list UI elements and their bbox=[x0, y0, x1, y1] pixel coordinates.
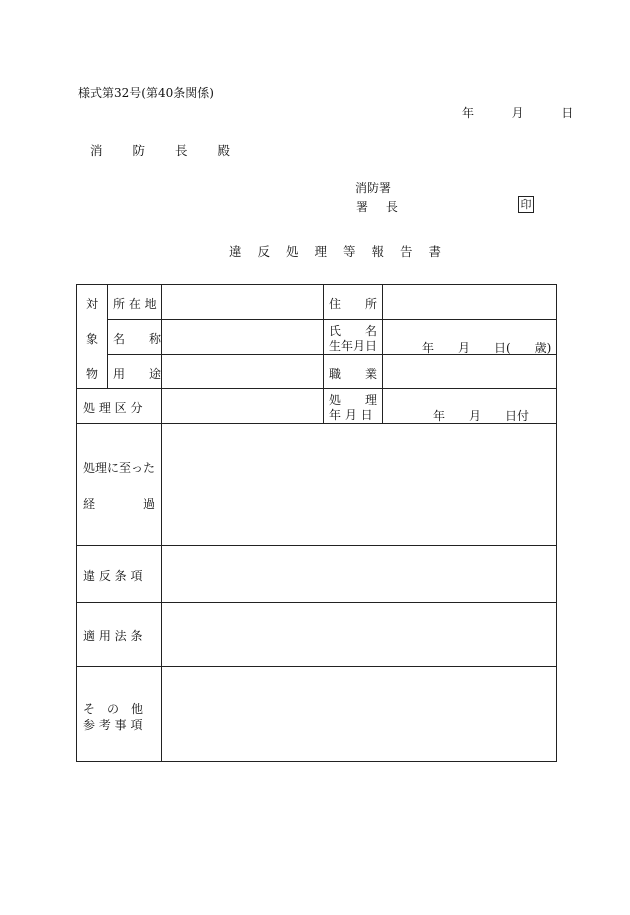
process-date-label: 年 月 日 bbox=[329, 408, 373, 422]
report-table bbox=[76, 284, 557, 762]
other-field[interactable] bbox=[162, 667, 557, 761]
document-title bbox=[229, 242, 453, 260]
addressee-char: 長 bbox=[175, 143, 188, 158]
title-char: 告 bbox=[400, 244, 413, 259]
use-field[interactable] bbox=[162, 355, 322, 387]
addressee-char: 防 bbox=[132, 143, 146, 158]
category-label: 処 理 区 分 bbox=[83, 401, 143, 415]
other-label: 参 考 事 項 bbox=[83, 718, 143, 732]
addressee bbox=[90, 141, 256, 159]
fire-station: 消防署 bbox=[355, 181, 392, 195]
process-date-value[interactable]: 年 月 日付 bbox=[433, 409, 530, 423]
person-name-label: 氏 名 bbox=[329, 324, 378, 338]
target-label-char: 対 bbox=[86, 297, 99, 311]
title-char: 理 bbox=[314, 244, 328, 259]
target-label-char: 象 bbox=[86, 332, 99, 346]
station-chief bbox=[356, 198, 412, 215]
chief-char: 長 bbox=[385, 200, 398, 214]
title-char: 等 bbox=[343, 244, 356, 259]
addressee-char: 消 bbox=[90, 143, 103, 158]
address-label: 住 所 bbox=[329, 297, 378, 311]
title-char: 報 bbox=[371, 244, 385, 259]
addressee-char: 殿 bbox=[217, 143, 231, 158]
birth-label: 生年月日 bbox=[329, 339, 378, 353]
progress-label: 経 過 bbox=[83, 497, 156, 511]
form-number: 様式第32号(第40条関係) bbox=[78, 86, 214, 100]
name-label: 名 称 bbox=[113, 332, 162, 346]
process-date-label: 処 理 bbox=[329, 393, 378, 407]
date-year: 年 bbox=[462, 106, 475, 120]
date-day: 日 bbox=[561, 106, 574, 120]
occupation-field[interactable] bbox=[383, 355, 557, 387]
other-label: そ の 他 bbox=[83, 702, 144, 716]
category-field[interactable] bbox=[162, 389, 322, 422]
title-char: 反 bbox=[257, 244, 271, 259]
title-char: 書 bbox=[428, 244, 442, 259]
birth-date-value[interactable]: 年 月 日( 歳) bbox=[422, 341, 552, 355]
location-label: 所 在 地 bbox=[113, 297, 157, 311]
violation-label: 違 反 条 項 bbox=[83, 569, 143, 583]
chief-char: 署 bbox=[356, 200, 369, 214]
title-char: 処 bbox=[286, 244, 299, 259]
name-field[interactable] bbox=[162, 320, 322, 353]
progress-field[interactable] bbox=[162, 424, 557, 544]
law-field[interactable] bbox=[162, 603, 557, 665]
use-label: 用 途 bbox=[113, 367, 162, 381]
location-field[interactable] bbox=[162, 286, 322, 319]
col-divider bbox=[107, 285, 108, 388]
target-label-char: 物 bbox=[86, 367, 99, 381]
col-divider bbox=[323, 285, 324, 423]
address-field[interactable] bbox=[383, 286, 557, 319]
occupation-label: 職 業 bbox=[329, 367, 378, 381]
report-date bbox=[462, 104, 573, 121]
seal-mark: 印 bbox=[518, 196, 534, 213]
title-char: 違 bbox=[229, 244, 242, 259]
progress-label: 処理に至った bbox=[83, 461, 156, 475]
date-month: 月 bbox=[511, 106, 524, 120]
violation-field[interactable] bbox=[162, 546, 557, 601]
law-label: 適 用 法 条 bbox=[83, 629, 143, 643]
